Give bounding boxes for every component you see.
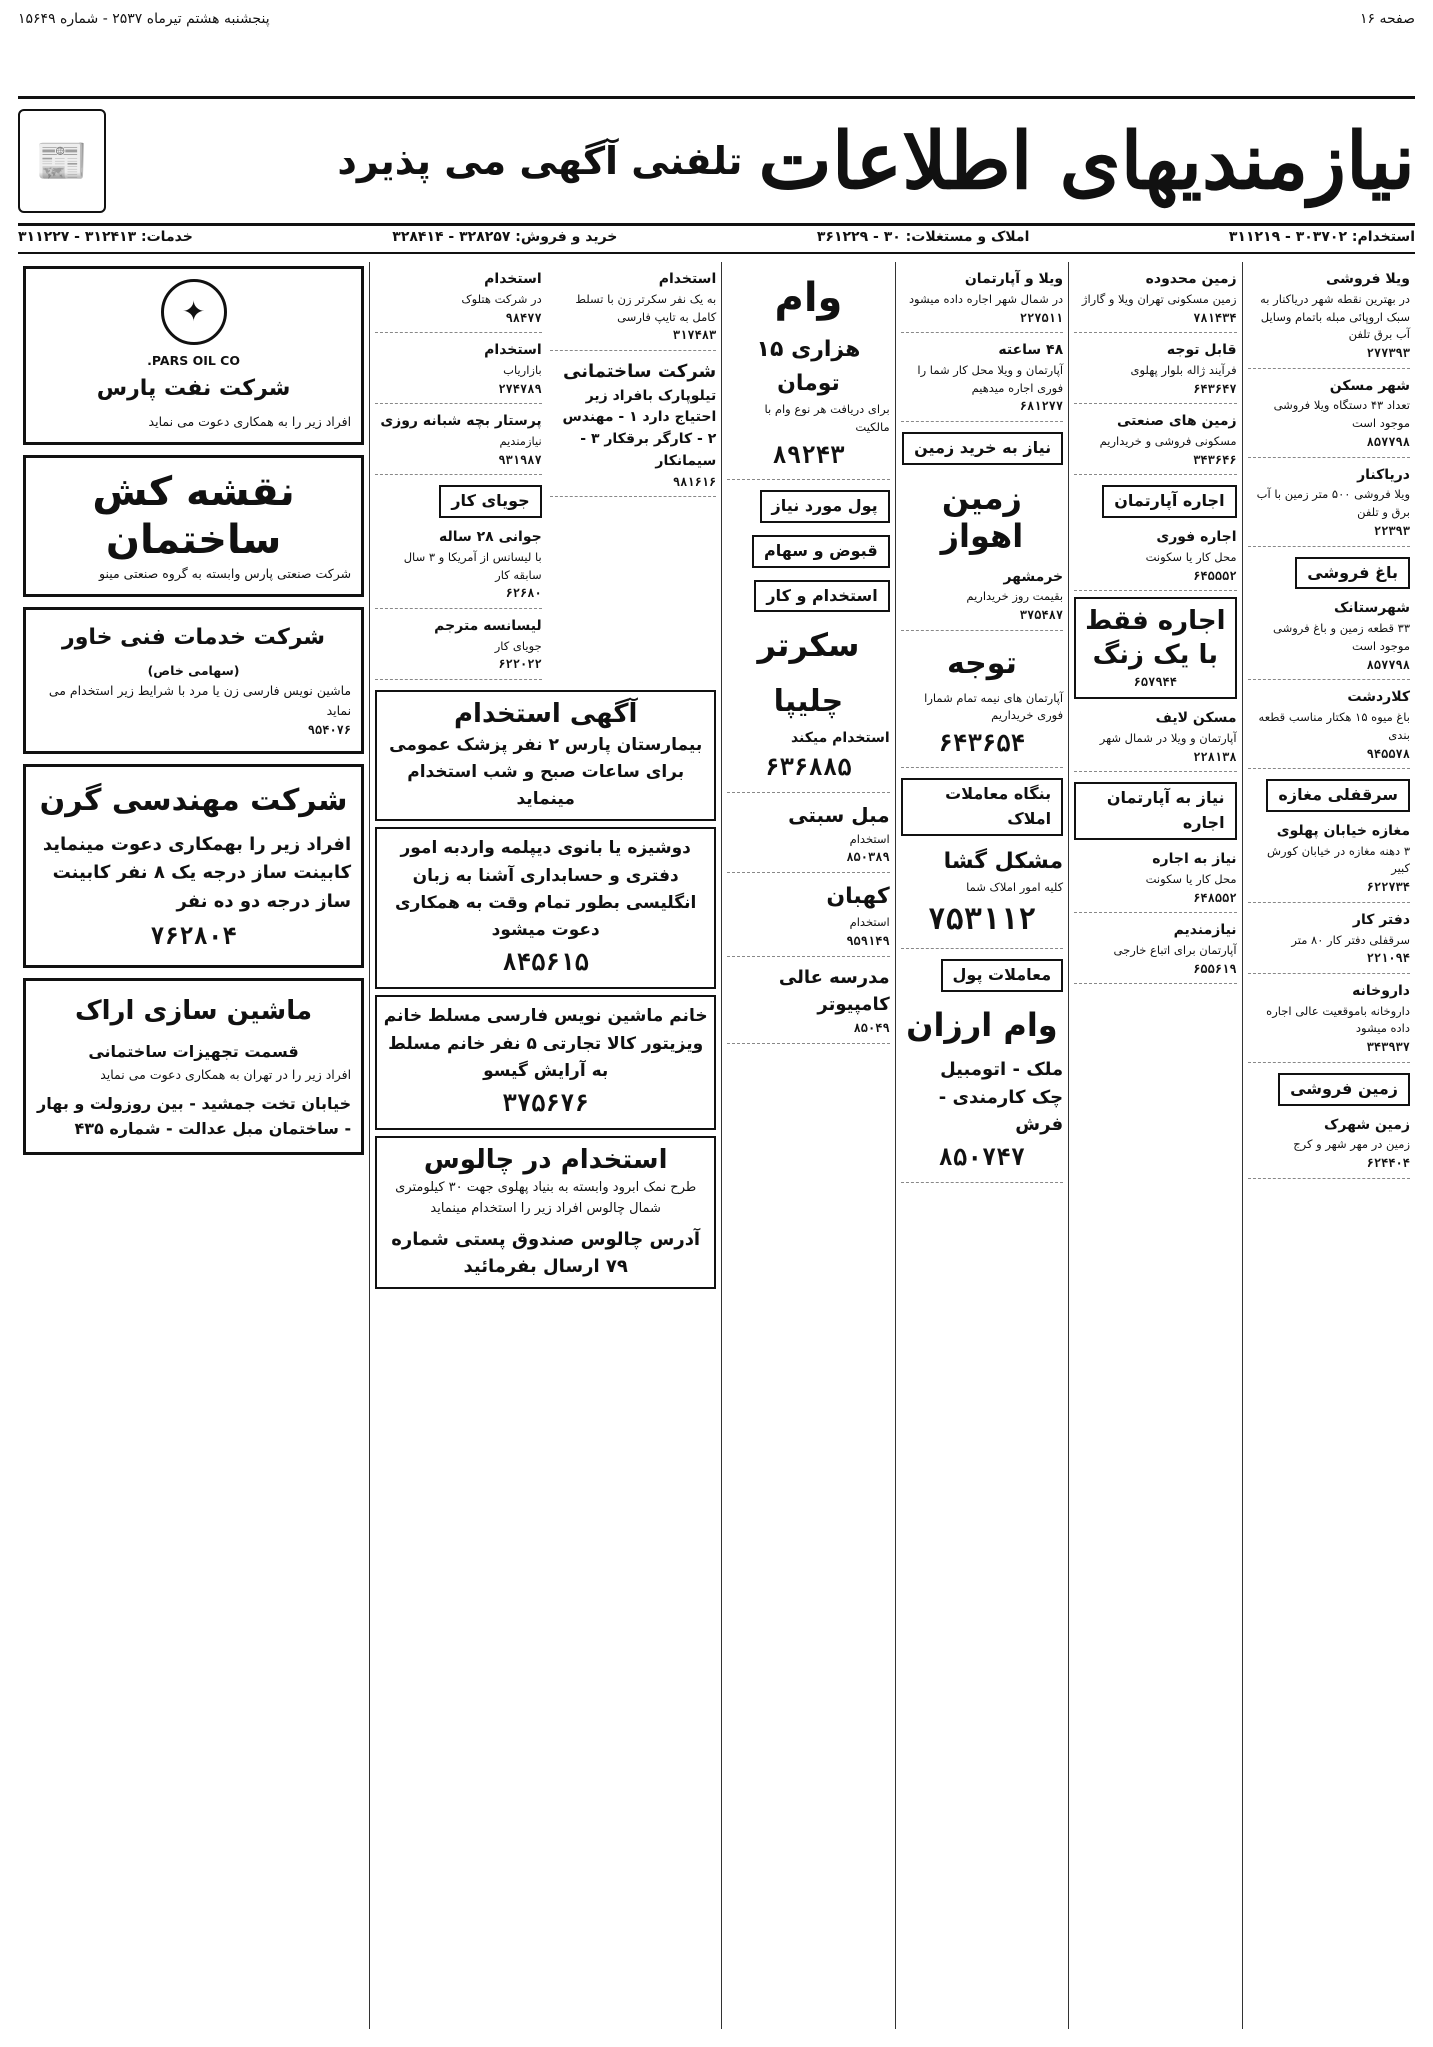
ad-body: آپارتمان و ویلا در شمال شهر xyxy=(1099,731,1237,746)
hero-heading: سکرتر xyxy=(757,626,860,665)
ad-body: تیلوپارک بافراد زیر احتیاج دارد ۱ - مهندس ۲ - کارگر برقکار ۳ - سیمانکار xyxy=(562,387,717,469)
column-5a xyxy=(550,266,717,684)
ad-body: استخدام میکند xyxy=(790,729,890,746)
ad-item xyxy=(1248,684,1410,769)
ad-item xyxy=(1074,408,1236,475)
ad-body: در شرکت هتلوک xyxy=(461,291,542,306)
ad-body: ۳ دهنه مغازه در خیابان کورش کبیر xyxy=(1267,843,1410,876)
ad-body: با لیسانس از آمریکا و ۳ سال سابقه کار xyxy=(403,549,542,582)
ad-box-draftsman xyxy=(23,455,364,597)
section-tag: جویای کار xyxy=(439,485,541,518)
ad-item xyxy=(1248,462,1410,547)
ad-box-khavar xyxy=(23,607,364,753)
box-body: شرکت صنعتی پارس وابسته به گروه صنعتی مینو xyxy=(98,566,352,582)
ad-phone: ۸۹۲۴۳ xyxy=(772,440,845,469)
ad-title: داروخانه xyxy=(1352,982,1410,999)
box-phone: ۷۶۲۸۰۴ xyxy=(150,921,237,950)
ad-item xyxy=(727,961,889,1044)
ad-phone: ۹۸۱۶۱۶ xyxy=(672,474,717,489)
ad-item xyxy=(1248,595,1410,680)
ad-title: مسکن لایف xyxy=(1155,710,1237,727)
ad-title: دفتر کار xyxy=(1352,911,1410,928)
ad-title: استخدام xyxy=(484,271,542,287)
ad-box-typist xyxy=(375,995,716,1130)
ad-phone: ۲۷۷۳۹۳ xyxy=(1366,346,1410,361)
ad-phone: ۶۲۲۷۳۴ xyxy=(1366,880,1410,895)
phone-buy-sell: خرید و فروش: ۳۲۸۲۵۷ - ۳۲۸۴۱۴ xyxy=(392,229,618,245)
ad-body: نیازمندیم xyxy=(499,433,542,448)
box-body: خانم ماشین نویس فارسی مسلط خانم ویزیتور کالا تجارتی ۵ نفر خانم مسلط به آرایش گیسو xyxy=(383,1006,708,1081)
ad-title: اجاره فوری xyxy=(1156,529,1237,546)
ad-phone: ۹۸۴۷۷ xyxy=(505,310,542,325)
ad-body: در بهترین نقطه شهر دریاکنار به سبک اروپائی مبله باتمام وسایل آب برق تلفن xyxy=(1260,291,1410,342)
ad-title: خرمشهر xyxy=(1003,568,1064,585)
box-subtitle: (سهامی خاص) xyxy=(147,663,240,679)
ad-phone: ۶۴۵۵۵۲ xyxy=(1193,568,1237,583)
ad-body: بازاریاب xyxy=(503,362,542,377)
ad-phone: ۸۵۷۷۹۸ xyxy=(1366,657,1410,672)
ad-item xyxy=(901,635,1063,769)
ad-item xyxy=(1074,917,1236,984)
masthead xyxy=(18,96,1415,226)
section-tag: نیاز به خرید زمین xyxy=(902,432,1063,465)
column-7 xyxy=(18,262,369,2029)
ad-item xyxy=(1074,524,1236,591)
section-tag: استخدام و کار xyxy=(754,580,889,613)
ad-item xyxy=(901,842,1063,949)
ad-item xyxy=(901,337,1063,422)
ad-title: توجه xyxy=(946,645,1017,681)
ad-body: باغ میوه ۱۵ هکتار مناسب قطعه بندی xyxy=(1258,709,1410,742)
ad-box-hospital xyxy=(375,690,716,821)
box-title: آگهی استخدام xyxy=(454,699,638,730)
ad-title: ویلا و آپارتمان xyxy=(964,271,1064,287)
ad-item xyxy=(1074,846,1236,913)
ad-body: ۳۳ قطعه زمین و باغ فروشی موجود است xyxy=(1273,621,1410,653)
ad-body: ویلا فروشی ۵۰۰ متر زمین با آب برق و تلفن xyxy=(1256,487,1410,520)
section-tag: نیاز به آپارتمان اجاره xyxy=(1074,782,1236,840)
box-body: بیمارستان پارس ۲ نفر پزشک عمومی برای ساعات صبح و شب استخدام مینماید xyxy=(389,734,703,810)
ad-phone: ۹۴۵۵۷۸ xyxy=(1366,746,1410,761)
ad-phone: ۶۴۳۶۴۷ xyxy=(1193,381,1237,396)
ad-title: نیازمندیم xyxy=(1173,922,1237,939)
ad-title: استخدام xyxy=(484,342,542,359)
ad-phone: ۶۴۳۶۵۴ xyxy=(938,729,1026,758)
ad-title: مدرسه عالی کامپیوتر xyxy=(778,966,890,1016)
ad-title: مشکل گشا xyxy=(943,849,1064,875)
section-tag: اجاره آپارتمان xyxy=(1102,485,1236,518)
ad-body: در شمال شهر اجاره داده میشود xyxy=(908,291,1064,306)
column-3 xyxy=(895,262,1068,2029)
ad-title: زمین شهرک xyxy=(1324,1116,1410,1133)
ad-item xyxy=(901,266,1063,333)
ad-phone: ۷۵۳۱۱۲ xyxy=(927,901,1037,937)
ad-item xyxy=(375,613,542,680)
ad-body: به یک نفر سکرتر زن با تسلط کامل به تایپ فارسی xyxy=(575,291,717,324)
ad-title: اجاره فقط با یک زنگ xyxy=(1085,606,1226,670)
box-body: ماشین نویس فارسی زن یا مرد با شرایط زیر استخدام می نماید xyxy=(48,683,352,719)
ad-phone: ۹۵۹۱۴۹ xyxy=(846,933,890,948)
ad-box-geren xyxy=(23,764,364,969)
ad-title: ملک - اتومبیل xyxy=(940,1058,1064,1080)
ad-body: بقیمت روز خریداریم xyxy=(966,589,1064,604)
column-1 xyxy=(1242,262,1415,2029)
ad-phone: ۹۳۱۹۸۷ xyxy=(498,452,542,467)
ad-item xyxy=(901,1053,1063,1183)
ad-body: چک کارمندی - فرش xyxy=(938,1086,1064,1136)
ad-body: زمین مسکونی تهران ویلا و گاراژ xyxy=(1081,291,1237,306)
ad-phone: ۶۳۶۸۸۵ xyxy=(765,753,852,782)
column-5b xyxy=(375,266,542,684)
pars-oil-logo: ✦ xyxy=(161,279,227,345)
ad-body: سرقفلی دفتر کار ۸۰ متر xyxy=(1291,932,1410,947)
section-tag: پول مورد نیاز xyxy=(760,490,890,523)
ad-item xyxy=(1074,705,1236,772)
ad-item xyxy=(550,355,717,497)
box-title: نقشه کش ساختمان xyxy=(92,469,295,564)
ad-phone: ۲۷۴۷۸۹ xyxy=(498,381,542,396)
box-title: ماشین سازی اراک xyxy=(75,996,313,1027)
box-title: استخدام در چالوس xyxy=(423,1145,668,1176)
ad-phone: ۸۵۰۳۸۹ xyxy=(846,850,890,865)
brand-name: PARS OIL CO. xyxy=(147,353,240,368)
section-tag: باغ فروشی xyxy=(1295,557,1410,590)
ad-body: مسکونی فروشی و خریداریم xyxy=(1099,433,1237,448)
ad-item xyxy=(727,877,889,957)
box-title: شرکت نفت پارس xyxy=(96,376,291,401)
section-tag: قبوض و سهام xyxy=(752,535,890,568)
ad-body: آپارتمان و ویلا محل کار شما را فوری اجاره میدهیم xyxy=(917,362,1064,395)
ad-body: تعداد ۴۳ دستگاه ویلا فروشی موجود است xyxy=(1273,398,1410,431)
ad-item xyxy=(1248,373,1410,458)
hero-heading: وام ارزان xyxy=(906,1006,1058,1045)
box-footer: آدرس چالوس صندوق پستی شماره ۷۹ ارسال بفرمائید xyxy=(391,1228,701,1278)
ad-box-chalus xyxy=(375,1136,716,1289)
column-5 xyxy=(369,262,721,2029)
ad-body: جویای کار xyxy=(494,638,542,653)
ad-item xyxy=(1248,907,1410,974)
section-tag: زمین فروشی xyxy=(1278,1073,1410,1106)
phone-services: خدمات: ۳۱۲۴۱۳ - ۳۱۱۲۲۷ xyxy=(18,229,193,245)
ad-columns xyxy=(18,262,1415,2029)
ad-body: برای دریافت هر نوع وام با مالکیت xyxy=(764,402,890,434)
phone-bar xyxy=(18,222,1415,254)
ad-phone: ۶۵۵۶۱۹ xyxy=(1193,961,1237,976)
ad-title: کهبان xyxy=(826,884,890,910)
ad-item xyxy=(727,797,889,873)
ad-phone: ۷۸۱۴۳۴ xyxy=(1193,310,1237,325)
ad-title: زمین محدوده xyxy=(1145,271,1237,287)
top-line xyxy=(18,8,1415,30)
section-tag: سرقفلی مغازه xyxy=(1266,779,1410,812)
hero-heading: زمین اهواز xyxy=(940,478,1024,556)
box-body: افراد زیر را در تهران به همکاری دعوت می نماید xyxy=(100,1066,352,1082)
ad-phone: ۸۵۰۷۴۷ xyxy=(938,1143,1026,1172)
ad-phone: ۶۵۷۹۴۴ xyxy=(1133,674,1178,689)
ad-phone: ۳۱۷۴۸۳ xyxy=(672,328,717,343)
ad-body: استخدام xyxy=(849,915,890,930)
box-body: طرح نمک ابرود وابسته به بنیاد پهلوی جهت ۳۰ کیلومتری شمال چالوس افراد زیر را استخدام مینماید xyxy=(395,1179,697,1216)
ad-item xyxy=(901,564,1063,631)
ad-phone: ۲۲۱۰۹۴ xyxy=(1366,951,1410,966)
section-tag: معاملات پول xyxy=(941,959,1064,992)
ad-title: مبل سبتی xyxy=(788,802,890,827)
ad-body: استخدام xyxy=(849,831,890,846)
ad-item xyxy=(375,266,542,333)
masthead-title: نیازمندیهای اطلاعات xyxy=(758,115,1415,207)
ad-item xyxy=(550,266,717,351)
ad-phone: ۶۲۶۸۰ xyxy=(505,586,542,601)
ad-title: قابل توجه xyxy=(1166,342,1237,359)
section-tag: بنگاه معاملات املاک xyxy=(901,778,1063,836)
ad-box-pars-oil xyxy=(23,266,364,445)
ad-body: فرآیند ژاله بلوار پهلوی xyxy=(1130,362,1237,377)
ad-phone: ۶۴۸۵۵۲ xyxy=(1193,890,1237,905)
ad-title: شرکت ساختمانی xyxy=(562,360,717,382)
hero-heading: وام xyxy=(774,275,843,321)
ad-body: داروخانه باموقعیت عالی اجاره داده میشود xyxy=(1266,1003,1410,1036)
box-phone: ۹۵۴۰۷۶ xyxy=(307,723,352,738)
ad-title: ویلا فروشی xyxy=(1326,271,1410,287)
box-footer: خیابان تخت جمشید - بین روزولت و بهار - ساختمان مبل عدالت - شماره ۴۳۵ xyxy=(37,1093,352,1139)
ad-title: ۴۸ ساعته xyxy=(998,342,1064,359)
phone-employment: استخدام: ۳۰۳۷۰۲ - ۳۱۱۲۱۹ xyxy=(1228,229,1415,245)
ad-title: لیسانسه مترجم xyxy=(434,617,542,634)
page-label: صفحه ۱۶ xyxy=(1359,11,1415,27)
ad-body: زمین در مهر شهر و کرج xyxy=(1293,1137,1410,1152)
ad-item xyxy=(375,524,542,609)
ad-title: شهر مسکن xyxy=(1329,377,1410,394)
issue-date: پنجشنبه هشتم تیرماه ۲۵۳۷ - شماره ۱۵۶۴۹ xyxy=(18,11,270,27)
ad-title: چلیپا xyxy=(773,683,844,719)
ad-body: آپارتمان های نیمه تمام شمارا فوری خریداریم xyxy=(924,690,1064,723)
ad-item xyxy=(1248,978,1410,1063)
ad-title: کلاردشت xyxy=(1347,689,1410,706)
ad-phone: ۲۲۸۱۳۸ xyxy=(1193,749,1237,764)
newspaper-reader-icon: 📰 xyxy=(18,109,106,213)
ad-title: جوانی ۲۸ ساله xyxy=(438,529,542,546)
ad-title: زمین های صنعتی xyxy=(1116,413,1237,430)
ad-title: استخدام xyxy=(658,271,717,287)
ad-body: محل کار یا سکونت xyxy=(1145,871,1237,886)
phone-real-estate: املاک و مستغلات: ۳۰ - ۳۶۱۲۲۹ xyxy=(816,229,1030,245)
ad-title: مغازه خیابان پهلوی xyxy=(1276,822,1410,839)
ad-item xyxy=(727,673,889,793)
ad-title: پرستار بچه شبانه روزی xyxy=(380,413,542,430)
ad-box-secretary xyxy=(375,827,716,989)
ad-item xyxy=(1074,337,1236,404)
ad-phone: ۲۲۷۵۱۱ xyxy=(1019,310,1064,325)
column-4 xyxy=(721,262,894,2029)
box-title: شرکت مهندسی گرن xyxy=(39,782,348,818)
ad-item xyxy=(375,337,542,404)
box-subtitle: قسمت تجهیزات ساختمانی xyxy=(88,1041,299,1061)
ad-item xyxy=(727,330,889,480)
box-body: افراد زیر را بهمکاری دعوت مینماید کابینت ساز درجه یک ۸ نفر کابینت ساز درجه دو ده نفر xyxy=(42,833,352,913)
ad-phone: ۸۵۷۷۹۸ xyxy=(1366,435,1410,450)
box-phone: ۳۷۵۶۷۶ xyxy=(502,1088,590,1117)
ad-box xyxy=(1074,597,1236,699)
ad-title: دریاکنار xyxy=(1357,466,1410,483)
ad-phone: ۳۴۳۹۳۷ xyxy=(1366,1040,1410,1055)
ad-phone: ۸۵۰۴۹ xyxy=(853,1021,890,1036)
ad-box-arak xyxy=(23,978,364,1154)
ad-body: محل کار یا سکونت xyxy=(1145,549,1237,564)
ad-item xyxy=(1074,266,1236,333)
box-body: افراد زیر را به همکاری دعوت می نماید xyxy=(148,414,352,430)
ad-body: کلیه امور املاک شما xyxy=(966,880,1064,895)
ad-phone: ۳۷۵۴۸۷ xyxy=(1019,608,1064,623)
ad-phone: ۶۸۱۲۷۷ xyxy=(1019,399,1064,414)
ad-item xyxy=(375,408,542,475)
box-phone: ۸۴۵۶۱۵ xyxy=(502,948,590,977)
ad-phone: ۶۲۴۴۰۴ xyxy=(1366,1156,1410,1171)
ad-title: شهرستانک xyxy=(1333,600,1410,617)
ad-body: آپارتمان برای اتباع خارجی xyxy=(1113,942,1237,957)
ad-phone: ۶۲۲۰۲۲ xyxy=(498,657,542,672)
box-body: دوشیزه یا بانوی دیپلمه واردبه امور دفتری و حسابداری آشنا به زبان انگلیسی بطور تمام وقت به همکاری دعوت میشود xyxy=(395,838,697,940)
ad-item xyxy=(1248,266,1410,369)
ad-item xyxy=(1248,1112,1410,1179)
box-title: شرکت خدمات فنی خاور xyxy=(62,625,326,651)
ad-title: هزاری ۱۵ تومان xyxy=(756,337,861,397)
ad-title: نیاز به اجاره xyxy=(1152,851,1237,868)
ad-phone: ۲۲۳۹۳ xyxy=(1373,523,1410,538)
ad-item xyxy=(1248,818,1410,903)
ad-phone: ۳۴۳۶۴۶ xyxy=(1193,452,1237,467)
masthead-subtitle: تلفنی آگهی می پذیرد xyxy=(337,139,743,183)
column-2 xyxy=(1068,262,1241,2029)
